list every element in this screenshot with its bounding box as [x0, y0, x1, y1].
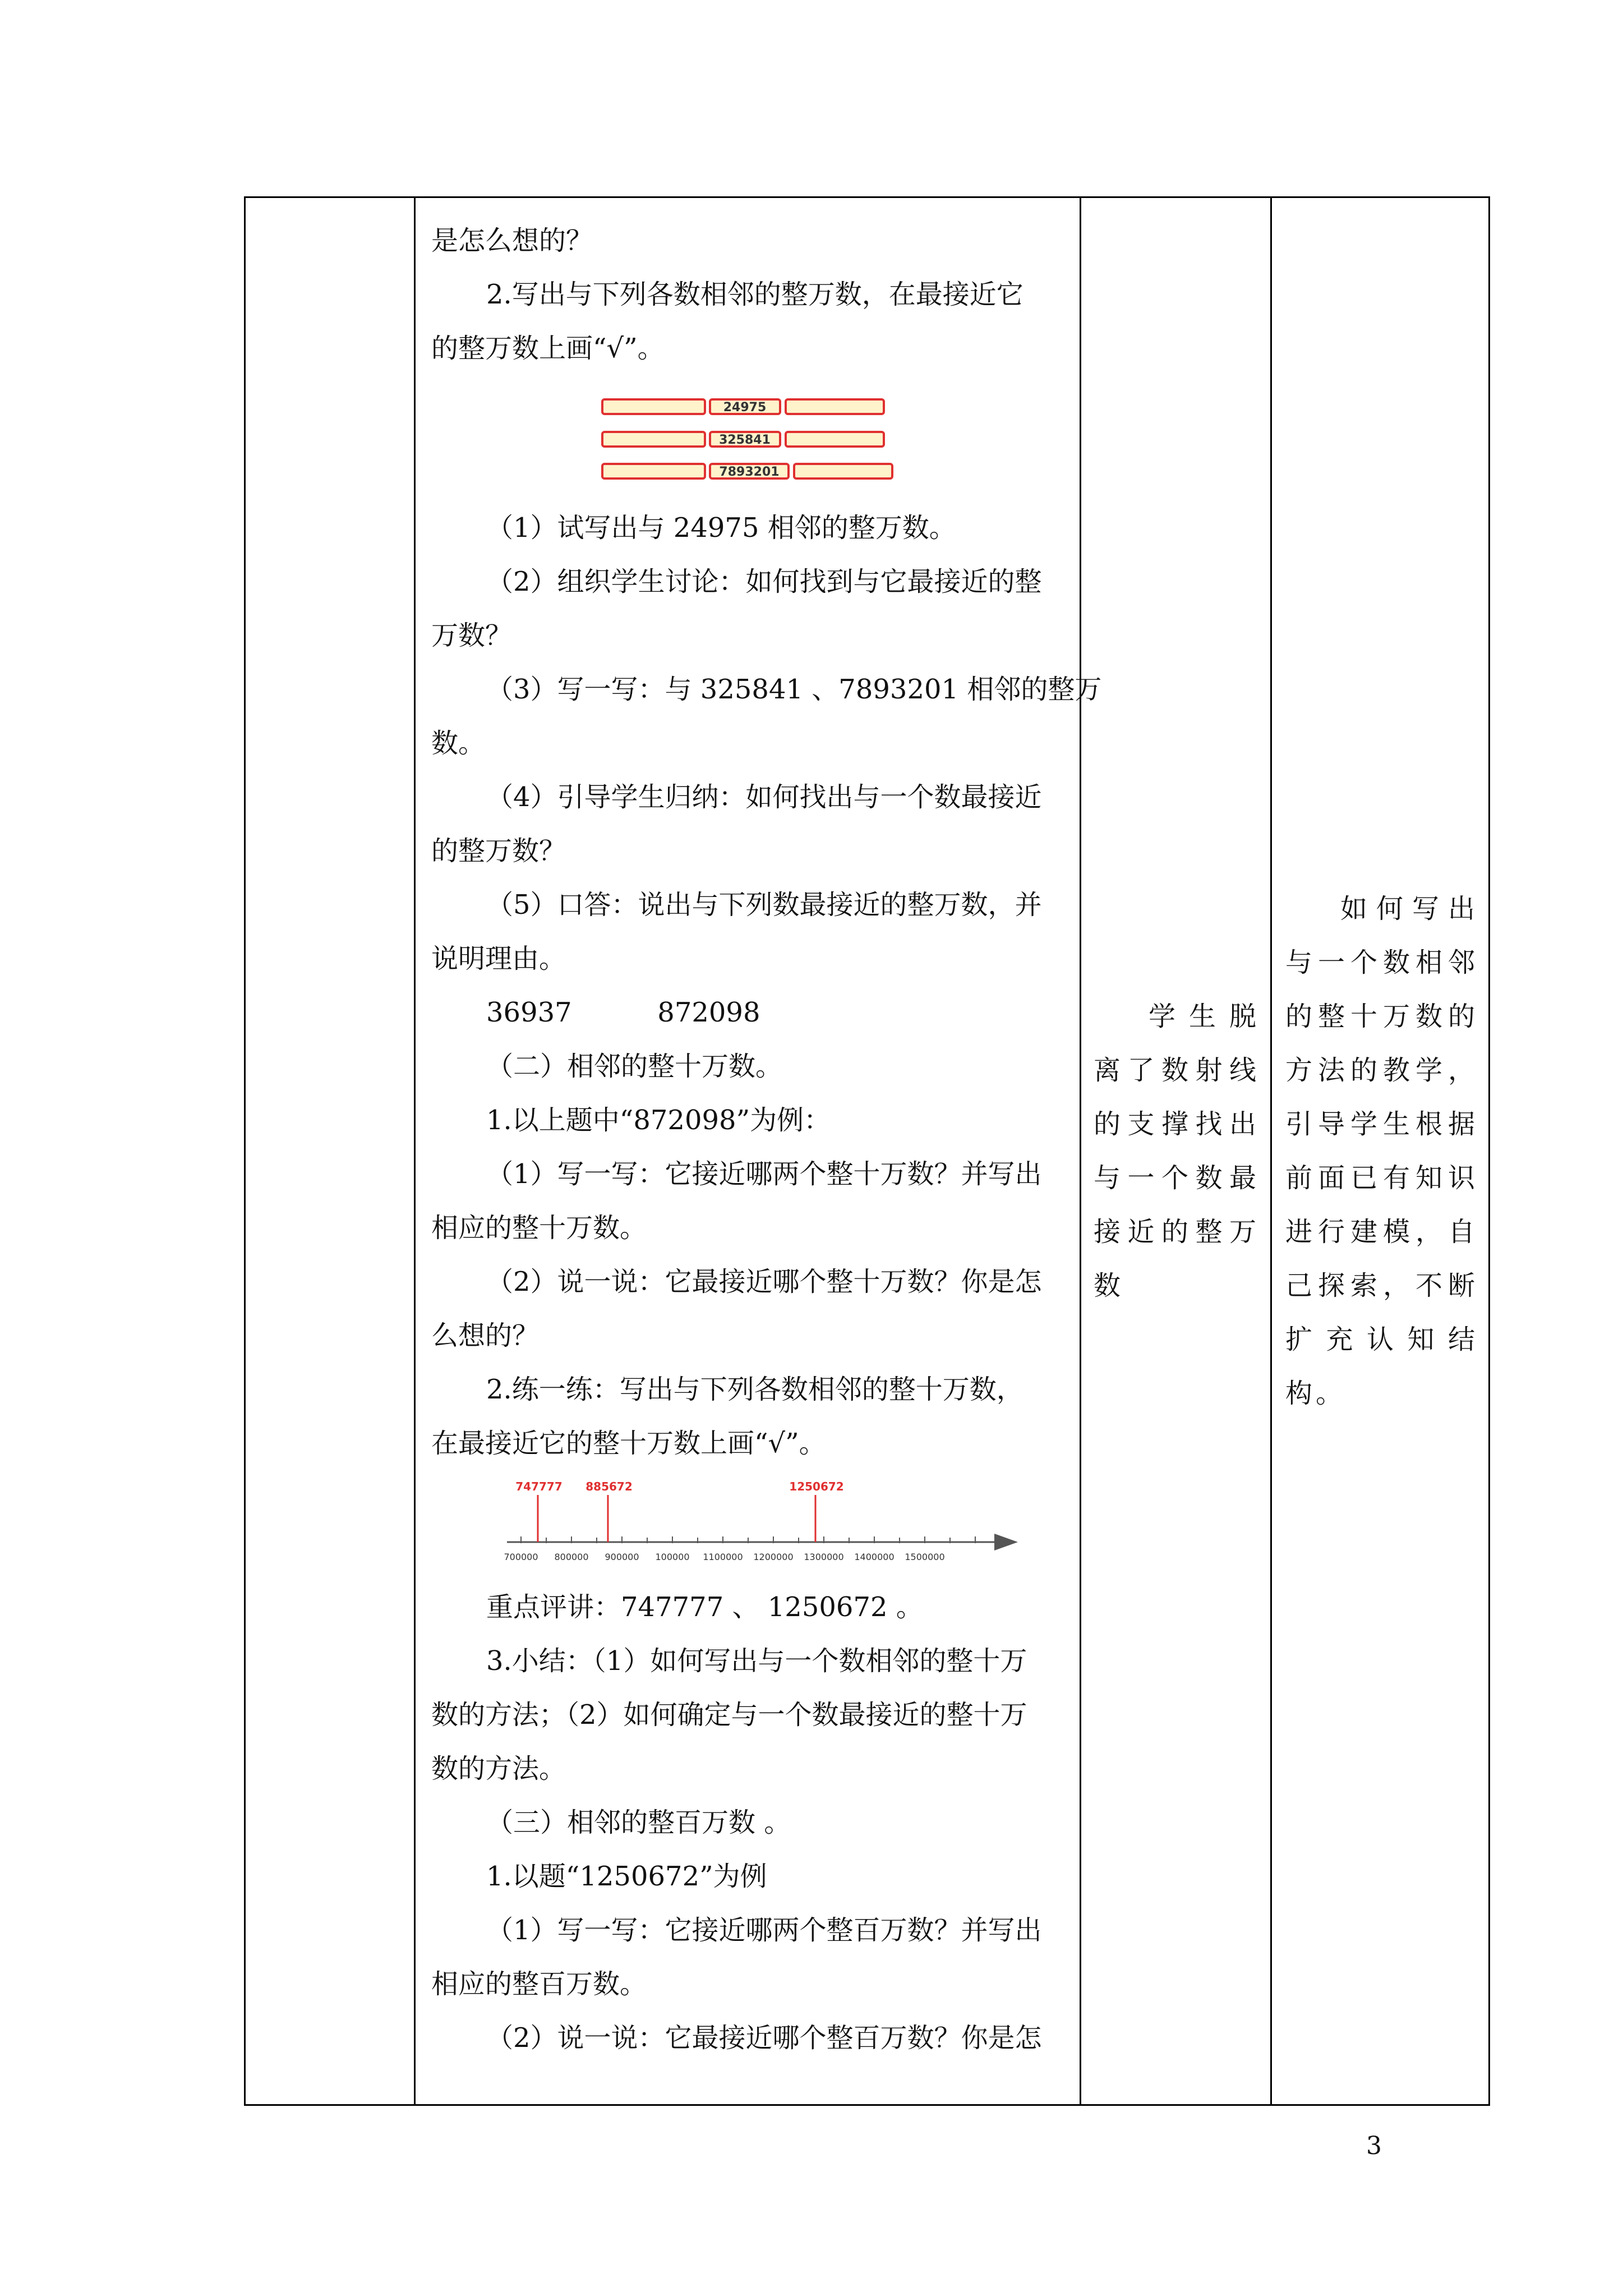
text-line: （3）写一写：与 325841 、7893201 相邻的整万	[486, 674, 1102, 705]
tick-label: 900000	[605, 1552, 639, 1562]
text-line: 相应的整百万数。	[431, 1968, 647, 2000]
text-line: 36937 872098	[486, 997, 760, 1028]
box-number: 7893201	[719, 465, 780, 479]
blank-box	[786, 432, 884, 447]
text-line: 的整万数上画“√”。	[431, 333, 665, 364]
page-number: 3	[1366, 2132, 1382, 2160]
student-activity-cell	[1081, 198, 1272, 2104]
text-line: （1）写一写：它接近哪两个整百万数？并写出	[486, 1915, 1042, 1946]
text-line: 2.练一练：写出与下列各数相邻的整十万数，	[486, 1374, 1023, 1405]
text-line: 数的方法；（2）如何确定与一个数最接近的整十万	[431, 1699, 1027, 1731]
text-line: 么想的？	[431, 1320, 540, 1351]
tick-label: 1100000	[703, 1552, 743, 1562]
text-line: （1）试写出与 24975 相邻的整万数。	[486, 512, 956, 544]
marker-label: 747777	[515, 1480, 562, 1493]
text-line: 2.写出与下列各数相邻的整万数，在最接近它	[486, 279, 1023, 310]
design-intent-cell	[1272, 198, 1492, 2104]
text-line: 1.以上题中“872098”为例：	[486, 1105, 831, 1136]
tick-label: 1200000	[753, 1552, 794, 1562]
text-line: （2）组织学生讨论：如何找到与它最接近的整	[486, 566, 1042, 597]
box-number: 24975	[723, 401, 767, 415]
blank-box	[794, 464, 892, 478]
text-line: 说明理由。	[431, 943, 566, 974]
text-line: 在最接近它的整十万数上画“√”。	[431, 1428, 826, 1459]
marker-label: 1250672	[789, 1480, 844, 1493]
teaching-process-cell	[416, 198, 1102, 2104]
text-line: 数的方法。	[431, 1753, 566, 1784]
blank-box	[602, 432, 705, 447]
design-intent-text: 如何写出与一个数相邻的整十万数的方法的教学，引导学生根据前面已有知识进行建模，自己探索，不断扩充认知结构。	[1285, 893, 1478, 1409]
text-line: 3.小结：（1）如何写出与一个数相邻的整十万	[486, 1645, 1027, 1677]
text-line: 1.以题“1250672”为例	[486, 1861, 767, 1892]
tick-label: 700000	[504, 1552, 538, 1562]
blank-box	[602, 464, 705, 478]
number-line-figure	[431, 1470, 1048, 1580]
text-line: （1）写一写：它接近哪两个整十万数？并写出	[486, 1158, 1042, 1190]
text-line: 万数？	[431, 620, 513, 651]
text-line: （三）相邻的整百万数 。	[486, 1807, 791, 1838]
box-number: 325841	[719, 433, 771, 447]
text-line: 相应的整十万数。	[431, 1212, 647, 1244]
tick-label: 1500000	[905, 1552, 945, 1562]
tick-label: 1400000	[854, 1552, 895, 1562]
text-line: （2）说一说：它最接近哪个整十万数？你是怎	[486, 1266, 1042, 1297]
text-line: 数。	[431, 728, 486, 759]
tick-label: 1300000	[804, 1552, 844, 1562]
tick-label: 800000	[554, 1552, 589, 1562]
adjacent-numbers-figure	[431, 375, 1048, 501]
blank-box	[786, 399, 884, 414]
text-line: 的整万数？	[431, 835, 566, 867]
marker-label: 885672	[585, 1480, 633, 1493]
text-line: （二）相邻的整十万数。	[486, 1051, 783, 1082]
text-line: 重点评讲：747777 、 1250672 。	[486, 1591, 923, 1623]
text-line: （5）口答：说出与下列数最接近的整万数，并	[486, 889, 1042, 921]
blank-box	[602, 399, 705, 414]
text-line: （2）说一说：它最接近哪个整百万数？你是怎	[486, 2022, 1042, 2054]
tick-label: 100000	[655, 1552, 690, 1562]
student-activity-text: 学生脱离了数射线的支撑找出与一个数最接近的整万数	[1094, 1001, 1260, 1301]
text-line: 是怎么想的？	[431, 225, 593, 256]
text-line: （4）引导学生归纳：如何找出与一个数最接近	[486, 781, 1042, 813]
lesson-table	[244, 196, 1490, 2106]
